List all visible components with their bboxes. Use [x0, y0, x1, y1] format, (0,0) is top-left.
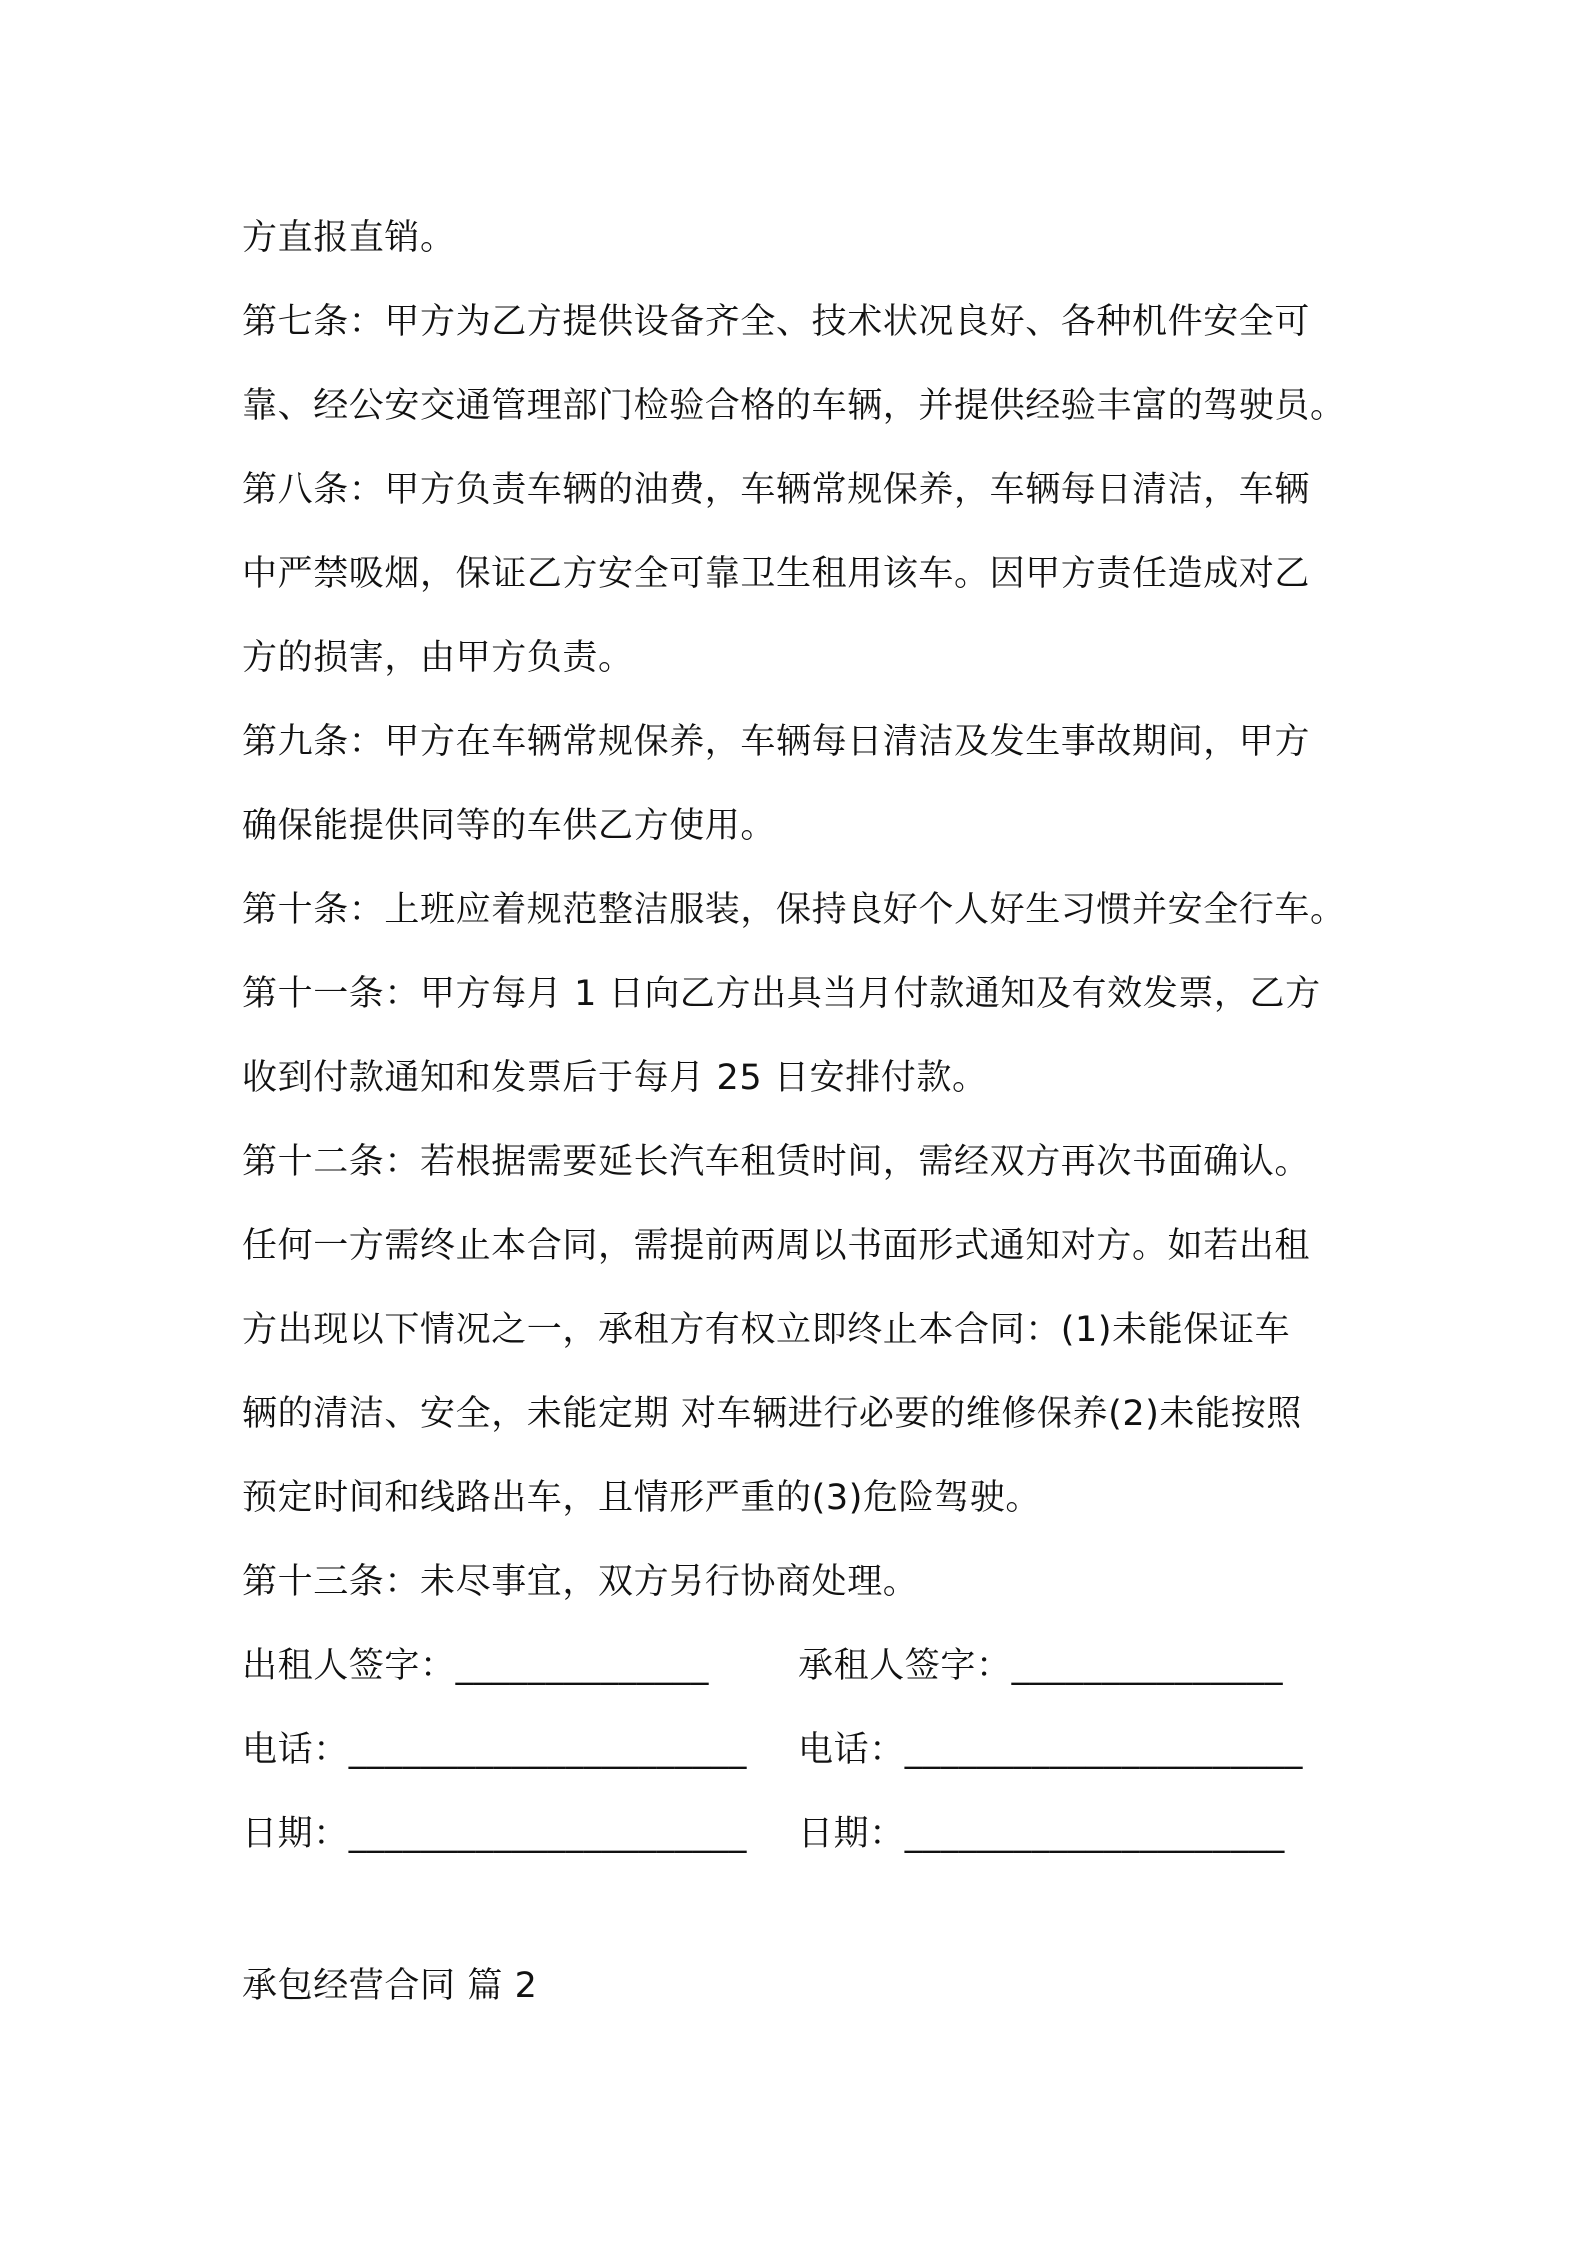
clause-13-line-1: 第十三条：未尽事宜，双方另行协商处理。 — [242, 1562, 919, 1602]
clause-12-line-3: 方出现以下情况之一，承租方有权立即终止本合同：(1)未能保证车 — [242, 1310, 1291, 1350]
lessee-date-field: 日期：_____________________ — [798, 1814, 1285, 1854]
lessor-signature-field: 出租人签字：______________ — [242, 1646, 710, 1686]
lessee-signature-field: 承租人签字：_______________ — [798, 1646, 1284, 1686]
clause-12-line-1: 第十二条：若根据需要延长汽车租赁时间，需经双方再次书面确认。 — [242, 1142, 1311, 1182]
clause-9-line-2: 确保能提供同等的车供乙方使用。 — [242, 806, 777, 846]
clause-8-line-2: 中严禁吸烟，保证乙方安全可靠卫生租用该车。因甲方责任造成对乙 — [242, 554, 1311, 594]
clause-11-line-1: 第十一条：甲方每月 1 日向乙方出具当月付款通知及有效发票，乙方 — [242, 974, 1321, 1014]
clause-7-line-2: 靠、经公安交通管理部门检验合格的车辆，并提供经验丰富的驾驶员。 — [242, 386, 1346, 426]
date-row — [242, 1792, 1358, 1876]
lessee-phone-field: 电话：______________________ — [798, 1730, 1304, 1770]
clause-10-line-1: 第十条：上班应着规范整洁服装，保持良好个人好生习惯并安全行车。 — [242, 890, 1346, 930]
clause-8-line-1: 第八条：甲方负责车辆的油费，车辆常规保养，车辆每日清洁，车辆 — [242, 470, 1311, 510]
signature-row — [242, 1624, 1358, 1708]
clause-12-line-2: 任何一方需终止本合同，需提前两周以书面形式通知对方。如若出租 — [242, 1226, 1311, 1266]
clause-11-line-2: 收到付款通知和发票后于每月 25 日安排付款。 — [242, 1058, 988, 1098]
clause-12-line-5: 预定时间和线路出车，且情形严重的(3)危险驾驶。 — [242, 1478, 1041, 1518]
clause-9-line-1: 第九条：甲方在车辆常规保养，车辆每日清洁及发生事故期间，甲方 — [242, 722, 1311, 762]
clause-7-line-1: 第七条：甲方为乙方提供设备齐全、技术状况良好、各种机件安全可 — [242, 302, 1311, 342]
clause-12-line-4: 辆的清洁、安全，未能定期 对车辆进行必要的维修保养(2)未能按照 — [242, 1394, 1302, 1434]
contract-body — [242, 196, 1358, 1876]
text-line: 方直报直销。 — [242, 218, 456, 258]
lessor-phone-field: 电话：______________________ — [242, 1730, 748, 1770]
phone-row — [242, 1708, 1358, 1792]
clause-8-line-3: 方的损害，由甲方负责。 — [242, 638, 634, 678]
next-section-title: 承包经营合同 篇 2 — [242, 1966, 538, 2006]
lessor-date-field: 日期：______________________ — [242, 1814, 748, 1854]
